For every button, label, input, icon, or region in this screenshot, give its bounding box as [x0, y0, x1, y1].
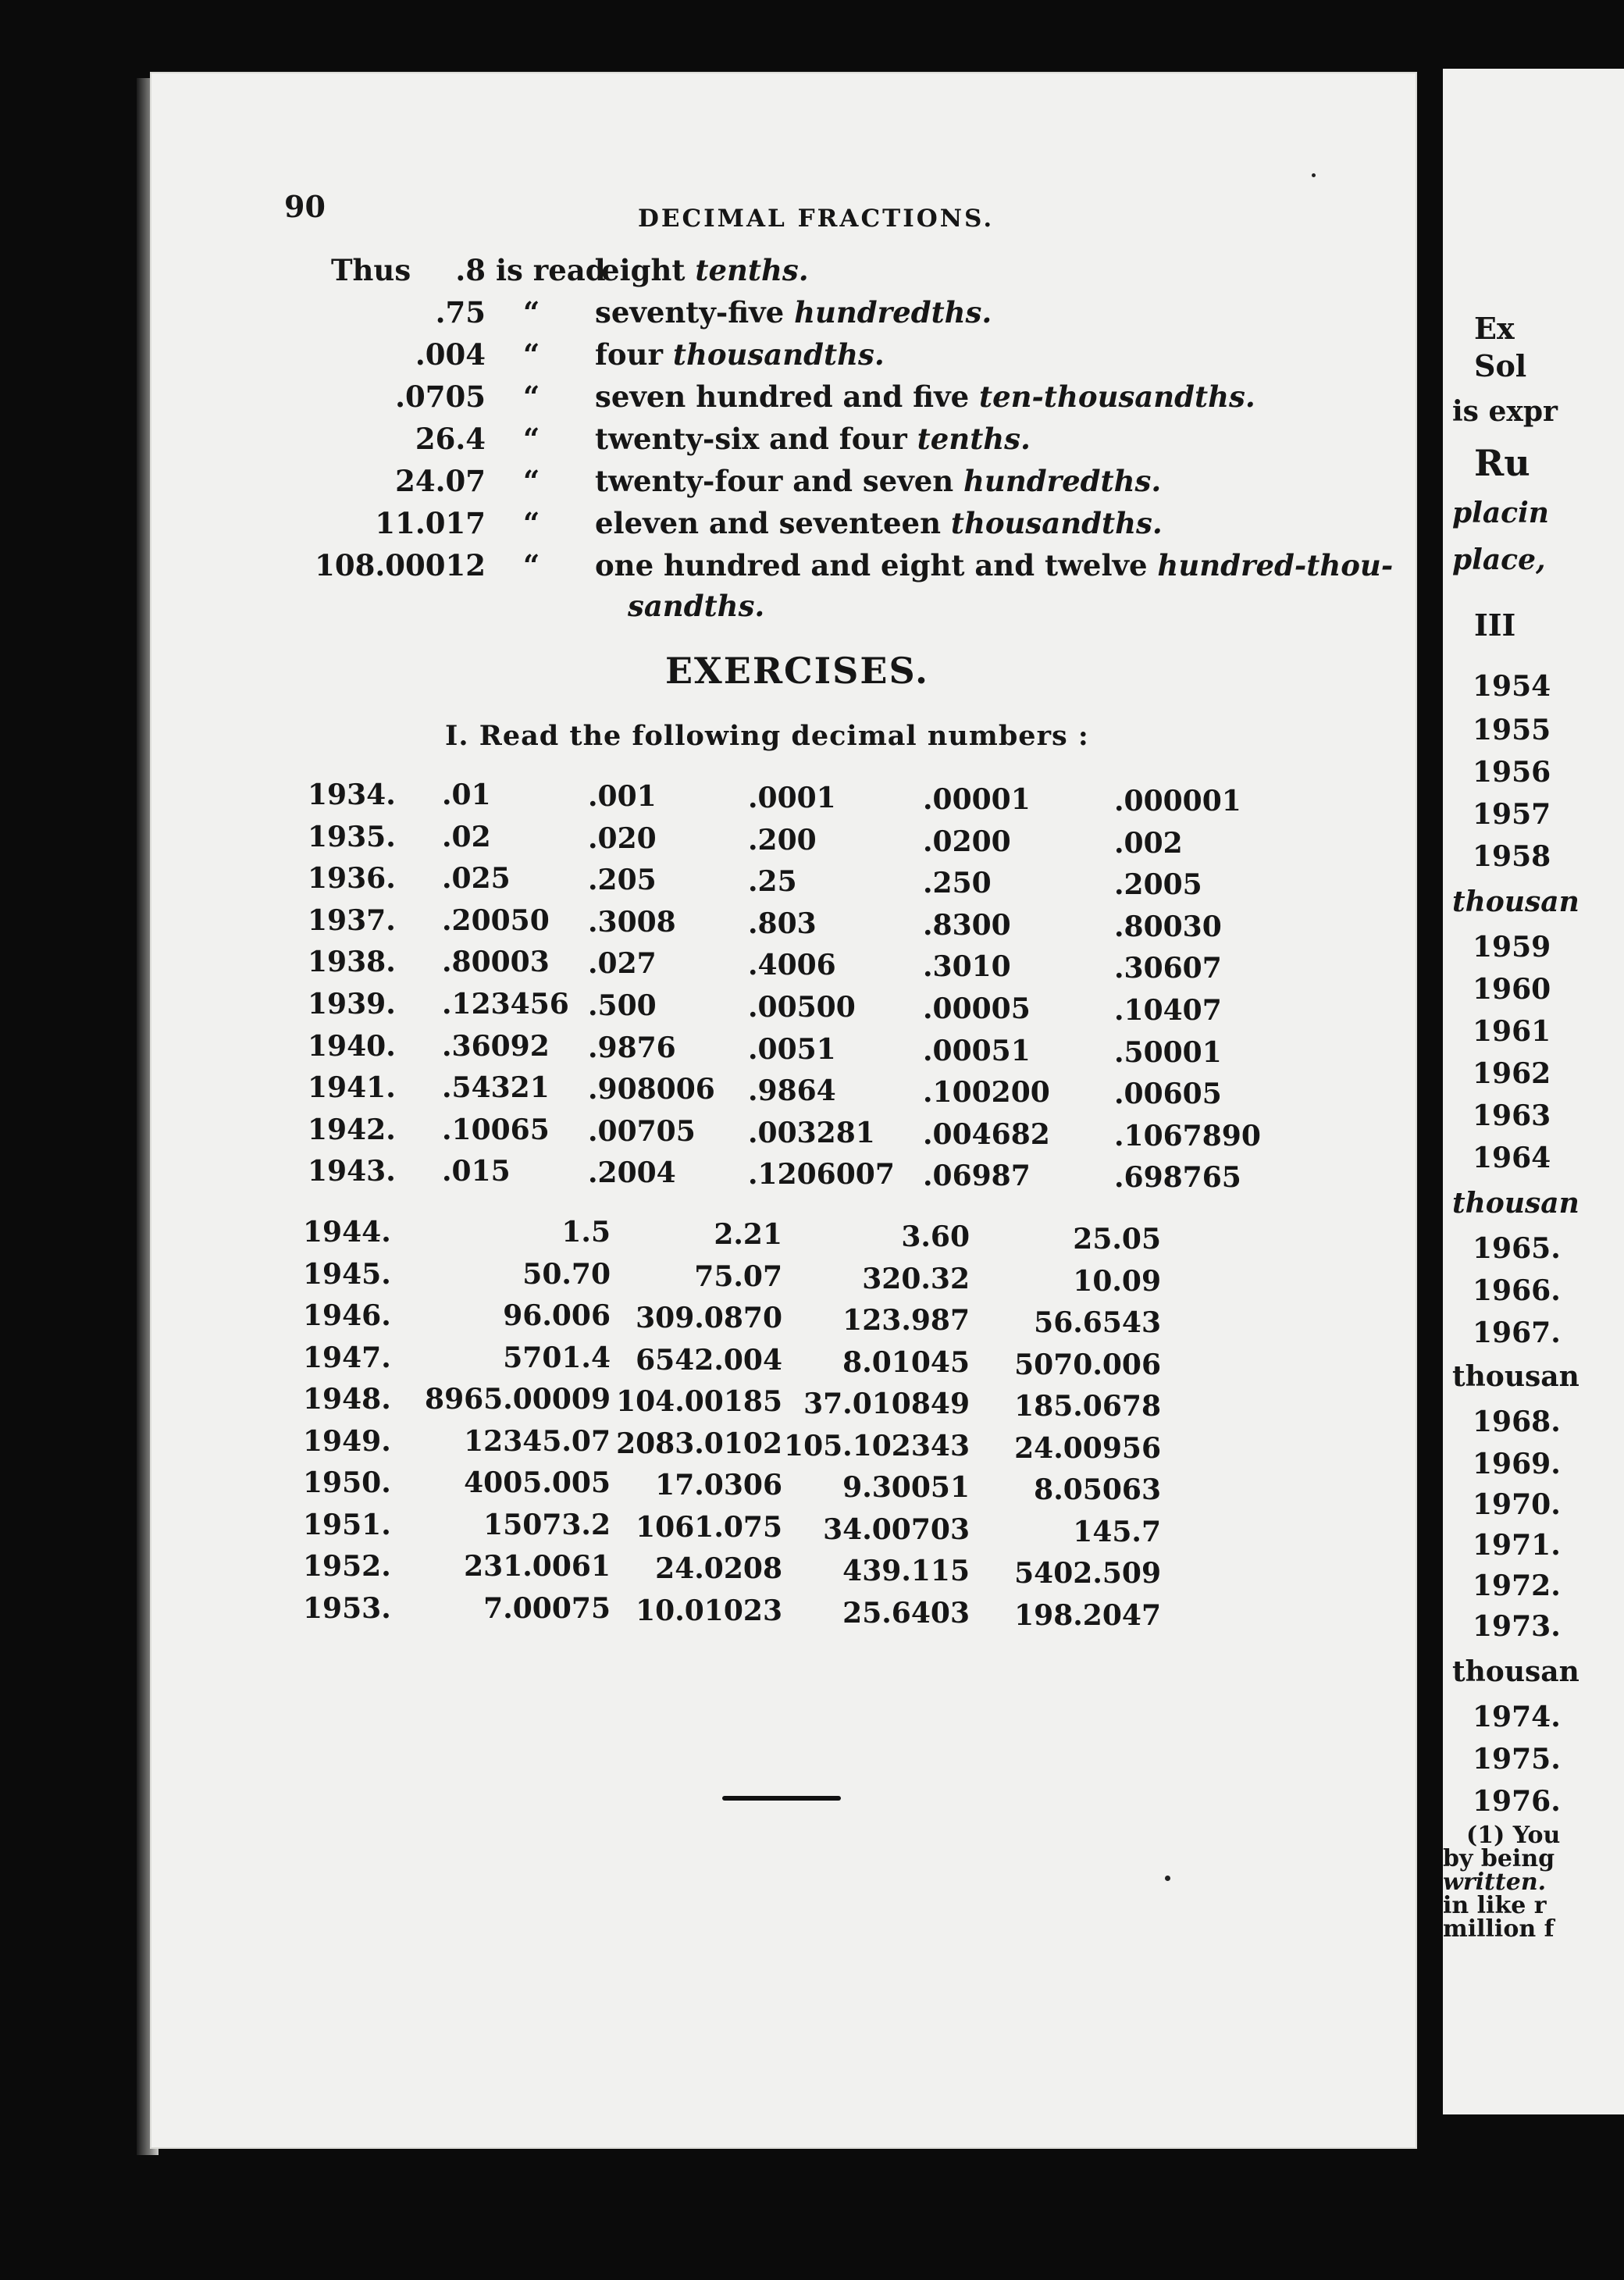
example-mark: is read: [496, 253, 606, 287]
decimal-value: 8.01045: [842, 1345, 970, 1379]
decimal-value: .00001: [923, 783, 1031, 816]
example-words: twenty-six and four tenths.: [595, 422, 1031, 456]
decimal-value: .000001: [1114, 785, 1241, 818]
exercise-number: 1946.: [303, 1299, 391, 1332]
footnote-line: million f: [1443, 1915, 1555, 1943]
decimal-value: .2004: [588, 1156, 676, 1190]
exercise-number: 1952.: [303, 1550, 391, 1583]
adjacent-line: 1966.: [1473, 1274, 1561, 1307]
decimal-value: .025: [442, 862, 511, 896]
decimal-value: .00705: [588, 1114, 696, 1148]
example-number: 11.017: [375, 506, 486, 540]
decimal-value: .200: [748, 823, 817, 857]
example-number: .0705: [395, 379, 486, 414]
decimal-value: 5402.509: [1014, 1557, 1161, 1590]
adjacent-line: 1962: [1473, 1057, 1551, 1090]
decimal-value: 10.01023: [636, 1594, 782, 1627]
decimal-value: 24.00956: [1014, 1431, 1161, 1465]
decimal-value: 34.00703: [823, 1512, 970, 1546]
decimal-value: .00605: [1114, 1078, 1222, 1111]
decimal-value: 231.0061: [464, 1550, 611, 1583]
decimal-value: 185.0678: [1014, 1390, 1161, 1423]
adjacent-line: placin: [1452, 497, 1549, 529]
decimal-value: .100200: [923, 1076, 1050, 1110]
adjacent-line: 1969.: [1473, 1448, 1561, 1480]
example-mark: “: [523, 464, 540, 498]
adjacent-line: 1974.: [1473, 1701, 1561, 1733]
decimal-value: .500: [588, 989, 657, 1022]
example-words: eight tenths.: [601, 253, 809, 287]
exercise-number: 1950.: [303, 1466, 391, 1499]
adjacent-line: 1963: [1473, 1099, 1551, 1132]
example-mark: “: [523, 295, 540, 330]
decimal-value: .003281: [748, 1116, 875, 1149]
exercise-number: 1939.: [308, 988, 396, 1021]
decimal-value: .908006: [588, 1073, 715, 1106]
decimal-value: 439.115: [842, 1555, 970, 1587]
decimal-value: 1061.075: [636, 1510, 782, 1544]
decimal-value: 105.102343: [784, 1429, 970, 1462]
decimal-value: 50.70: [522, 1257, 611, 1291]
decimal-value: 17.0306: [655, 1469, 782, 1502]
exercise-number: 1949.: [303, 1424, 391, 1458]
decimal-value: .0001: [748, 782, 836, 814]
exercise-number: 1936.: [308, 862, 396, 896]
decimal-value: .803: [748, 907, 817, 940]
adjacent-line: 1961: [1473, 1015, 1551, 1048]
running-head: DECIMAL FRACTIONS.: [638, 205, 995, 233]
adjacent-line: place,: [1452, 543, 1546, 576]
decimal-value: .002: [1114, 826, 1183, 860]
adjacent-line: 1965.: [1473, 1232, 1561, 1265]
decimal-value: .9876: [588, 1031, 676, 1064]
decimal-value: .20050: [442, 903, 550, 937]
footnote-line: in like r: [1443, 1892, 1547, 1919]
adjacent-line: thousan: [1452, 1187, 1579, 1220]
decimal-value: .9864: [748, 1074, 836, 1108]
exercise-number: 1945.: [303, 1257, 391, 1291]
decimal-value: .10407: [1114, 994, 1222, 1027]
decimal-value: .30607: [1114, 952, 1222, 985]
example-mark: “: [523, 422, 540, 456]
section-rule: [722, 1796, 841, 1801]
adjacent-line: 1970.: [1473, 1488, 1561, 1521]
exercise-number: 1940.: [308, 1029, 396, 1063]
adjacent-line: 1964: [1473, 1142, 1551, 1174]
ink-speck: [1312, 173, 1316, 177]
decimal-value: 2083.0102: [616, 1427, 782, 1460]
decimal-value: 56.6543: [1034, 1306, 1161, 1339]
decimal-value: .10065: [442, 1113, 550, 1146]
decimal-value: .2005: [1114, 868, 1202, 902]
adjacent-line: thousan: [1452, 885, 1579, 918]
example-words: seventy-five hundredths.: [595, 295, 992, 330]
decimal-value: .205: [588, 864, 657, 897]
decimal-value: .004682: [923, 1117, 1050, 1151]
adjacent-line: III: [1474, 607, 1516, 643]
decimal-value: .0051: [748, 1032, 836, 1066]
decimal-value: .01: [442, 778, 491, 811]
exercise-number: 1938.: [308, 946, 396, 979]
adjacent-line: 1957: [1473, 798, 1551, 831]
exercise-number: 1948.: [303, 1383, 391, 1416]
example-number: .75: [435, 295, 486, 330]
decimal-value: .020: [588, 821, 657, 855]
adjacent-line: Ex: [1474, 311, 1515, 346]
adjacent-line: 1956: [1473, 756, 1551, 789]
decimal-value: 104.00185: [616, 1385, 782, 1418]
exercises-title: EXERCISES.: [665, 650, 930, 692]
adjacent-line: Ru: [1474, 442, 1530, 484]
left-page: [150, 72, 1417, 2149]
decimal-value: .06987: [923, 1160, 1031, 1193]
example-number: 108.00012: [315, 548, 486, 582]
decimal-value: .80030: [1114, 910, 1222, 943]
exercise-number: 1935.: [308, 820, 396, 853]
adjacent-line: is expr: [1452, 395, 1558, 428]
example-number: .8: [455, 253, 486, 287]
decimal-value: .001: [588, 780, 657, 813]
decimal-value: 75.07: [694, 1259, 782, 1293]
exercise-number: 1944.: [303, 1216, 391, 1249]
decimal-value: .02: [442, 820, 491, 853]
footnote-line: by being: [1443, 1845, 1555, 1872]
exercise-instruction: I. Read the following decimal numbers :: [445, 720, 1089, 752]
footnote-line: (1) You: [1466, 1822, 1561, 1849]
adjacent-line: 1968.: [1473, 1405, 1561, 1438]
example-mark: “: [523, 379, 540, 414]
decimal-value: 145.7: [1073, 1515, 1161, 1548]
adjacent-line: 1973.: [1473, 1610, 1561, 1643]
example-italic-term: tenths.: [685, 253, 809, 287]
adjacent-line: 1958: [1473, 840, 1551, 873]
decimal-value: .1206007: [748, 1158, 895, 1192]
decimal-value: .3008: [588, 905, 676, 939]
decimal-value: .80003: [442, 946, 550, 979]
decimal-value: 24.0208: [655, 1552, 782, 1585]
decimal-value: 25.6403: [842, 1596, 970, 1630]
decimal-value: .00051: [923, 1034, 1031, 1067]
exercise-number: 1951.: [303, 1508, 391, 1541]
decimal-value: .25: [748, 865, 797, 899]
decimal-value: .027: [588, 947, 657, 981]
decimal-value: 37.010849: [803, 1388, 970, 1420]
decimal-value: 2.21: [714, 1218, 782, 1251]
decimal-value: 198.2047: [1014, 1598, 1161, 1632]
page-number: 90: [284, 189, 326, 224]
example-number: 26.4: [415, 422, 486, 456]
example-mark: “: [523, 337, 540, 372]
decimal-value: .8300: [923, 908, 1011, 942]
decimal-value: 1.5: [561, 1216, 611, 1249]
exercise-number: 1942.: [308, 1113, 396, 1146]
decimal-value: 8.05063: [1034, 1473, 1161, 1506]
adjacent-line: thousan: [1452, 1655, 1579, 1688]
decimal-value: .00005: [923, 992, 1031, 1025]
example-continuation: sandths.: [628, 589, 765, 623]
example-words: eleven and seventeen thousandths.: [595, 506, 1163, 540]
decimal-value: 309.0870: [636, 1302, 782, 1334]
decimal-value: .1067890: [1114, 1119, 1261, 1152]
adjacent-line: 1976.: [1473, 1785, 1561, 1818]
exercise-number: 1937.: [308, 903, 396, 937]
decimal-value: .00500: [748, 991, 856, 1024]
decimal-value: 6542.004: [636, 1343, 782, 1377]
adjacent-line: thousan: [1452, 1360, 1579, 1393]
example-number: .004: [415, 337, 486, 372]
example-italic-term: hundred-thou-: [1147, 548, 1394, 582]
decimal-value: 25.05: [1073, 1223, 1161, 1256]
example-italic-term: hundredths.: [953, 464, 1162, 498]
decimal-value: .123456: [442, 988, 569, 1021]
adjacent-line: 1972.: [1473, 1569, 1561, 1602]
decimal-value: .3010: [923, 950, 1011, 984]
example-italic-term: hundredths.: [784, 295, 992, 330]
example-number: 24.07: [395, 464, 486, 498]
exercise-number: 1947.: [303, 1341, 391, 1374]
decimal-value: 15073.2: [483, 1508, 611, 1541]
adjacent-line: 1960: [1473, 973, 1551, 1006]
decimal-value: .015: [442, 1155, 511, 1188]
adjacent-line: 1959: [1473, 931, 1551, 964]
example-words: one hundred and eight and twelve hundred-thou-: [595, 548, 1394, 582]
decimal-value: .698765: [1114, 1161, 1241, 1195]
decimal-value: 320.32: [862, 1262, 970, 1295]
adjacent-line: 1954: [1473, 670, 1551, 703]
example-italic-term: thousandths.: [663, 337, 885, 372]
example-words: twenty-four and seven hundredths.: [595, 464, 1162, 498]
decimal-value: 12345.07: [464, 1424, 611, 1458]
adjacent-line: 1975.: [1473, 1743, 1561, 1776]
example-italic-term: ten-thousandths.: [969, 379, 1255, 414]
decimal-value: 5701.4: [503, 1341, 611, 1374]
decimal-value: 7.00075: [483, 1591, 611, 1625]
decimal-value: .50001: [1114, 1035, 1222, 1069]
ink-speck: [1165, 1876, 1170, 1881]
decimal-value: .54321: [442, 1071, 550, 1105]
decimal-value: 10.09: [1073, 1264, 1161, 1298]
adjacent-line: 1967.: [1473, 1316, 1561, 1349]
exercise-number: 1953.: [303, 1591, 391, 1625]
example-italic-term: tenths.: [906, 422, 1031, 456]
decimal-value: .4006: [748, 949, 836, 982]
adjacent-line: 1955: [1473, 714, 1551, 746]
exercise-number: 1943.: [308, 1155, 396, 1188]
example-words: seven hundred and five ten-thousandths.: [595, 379, 1255, 414]
decimal-value: .250: [923, 867, 992, 900]
example-words: four thousandths.: [595, 337, 885, 372]
decimal-value: .0200: [923, 825, 1011, 858]
example-italic-term: thousandths.: [940, 506, 1163, 540]
adjacent-line: Sol: [1474, 348, 1527, 383]
exercise-number: 1934.: [308, 778, 396, 811]
decimal-value: 123.987: [842, 1304, 970, 1337]
footnote-line: written.: [1443, 1869, 1547, 1896]
example-lead: Thus: [331, 253, 411, 287]
example-mark: “: [523, 548, 540, 582]
exercise-number: 1941.: [308, 1071, 396, 1105]
adjacent-line: 1971.: [1473, 1529, 1561, 1562]
decimal-value: 5070.006: [1014, 1348, 1161, 1381]
decimal-value: .36092: [442, 1029, 550, 1063]
decimal-value: 4005.005: [464, 1466, 611, 1499]
example-mark: “: [523, 506, 540, 540]
right-page-fragment: [1443, 69, 1624, 2114]
decimal-value: 3.60: [901, 1220, 970, 1253]
decimal-value: 8965.00009: [425, 1383, 611, 1416]
decimal-value: 96.006: [503, 1299, 611, 1332]
decimal-value: 9.30051: [842, 1471, 970, 1504]
